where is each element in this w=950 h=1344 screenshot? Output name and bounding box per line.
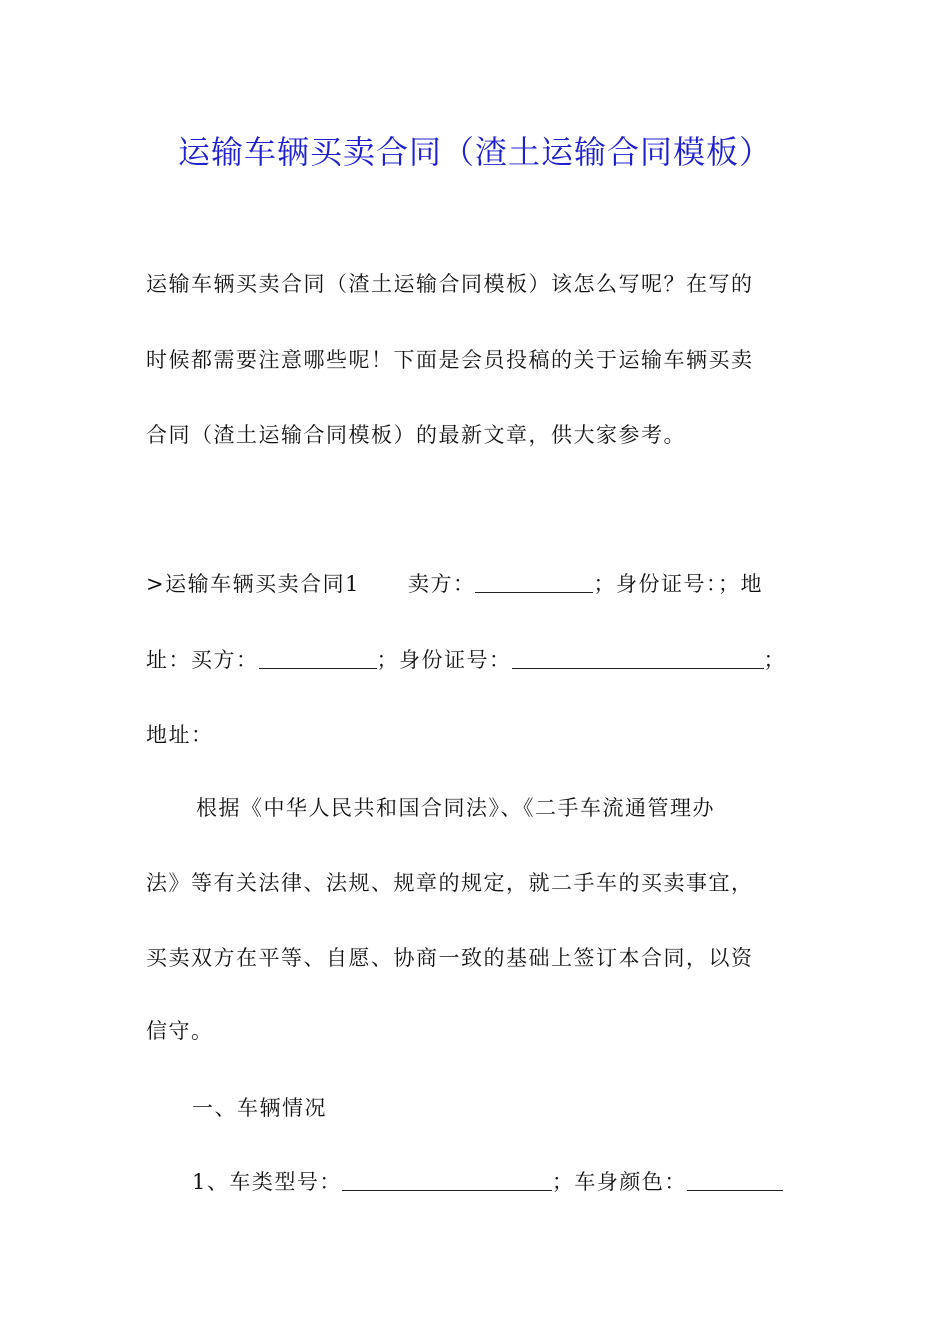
- intro-line-2: 时候都需要注意哪些呢！下面是会员投稿的关于运输车辆买卖: [146, 348, 754, 372]
- basis-line-4: 信守。: [146, 1019, 214, 1043]
- section-heading-vehicle: 一、车辆情况: [192, 1096, 327, 1120]
- contract-heading: >运输车辆买卖合同1: [146, 572, 360, 596]
- seller-label: 卖方：: [407, 572, 476, 596]
- basis-line-2: 法》等有关法律、法规、规章的规定，就二手车的买卖事宜，: [146, 871, 754, 895]
- buyer-id-blank[interactable]: [512, 648, 764, 669]
- intro-line-1: 运输车辆买卖合同（渣土运输合同模板）该怎么写呢？在写的: [146, 272, 754, 296]
- basis-line-1: 根据《中华人民共和国合同法》、《二手车流通管理办: [196, 796, 715, 820]
- buyer-address-label: 地址：: [146, 723, 214, 747]
- buyer-id-end: ；: [763, 648, 786, 672]
- buyer-id-label: ；身份证号：: [376, 648, 512, 672]
- seller-id-label: ；身份证号：；地: [593, 572, 763, 596]
- intro-line-3: 合同（渣土运输合同模板）的最新文章，供大家参考。: [146, 423, 686, 447]
- vehicle-type-blank[interactable]: [342, 1170, 552, 1191]
- party-line-seller: [146, 568, 806, 600]
- vehicle-item-1: [192, 1166, 806, 1198]
- document-title: 运输车辆买卖合同（渣土运输合同模板）: [177, 133, 772, 171]
- buyer-label: 址：买方：: [146, 648, 259, 672]
- buyer-name-blank[interactable]: [259, 648, 377, 669]
- party-line-buyer: [146, 644, 806, 676]
- seller-name-blank[interactable]: [475, 572, 593, 593]
- vehicle-type-label: 1、车类型号：: [192, 1170, 342, 1194]
- vehicle-color-label: ；车身颜色：: [551, 1170, 687, 1194]
- vehicle-color-blank[interactable]: [687, 1170, 783, 1191]
- basis-line-3: 买卖双方在平等、自愿、协商一致的基础上签订本合同，以资: [146, 946, 754, 970]
